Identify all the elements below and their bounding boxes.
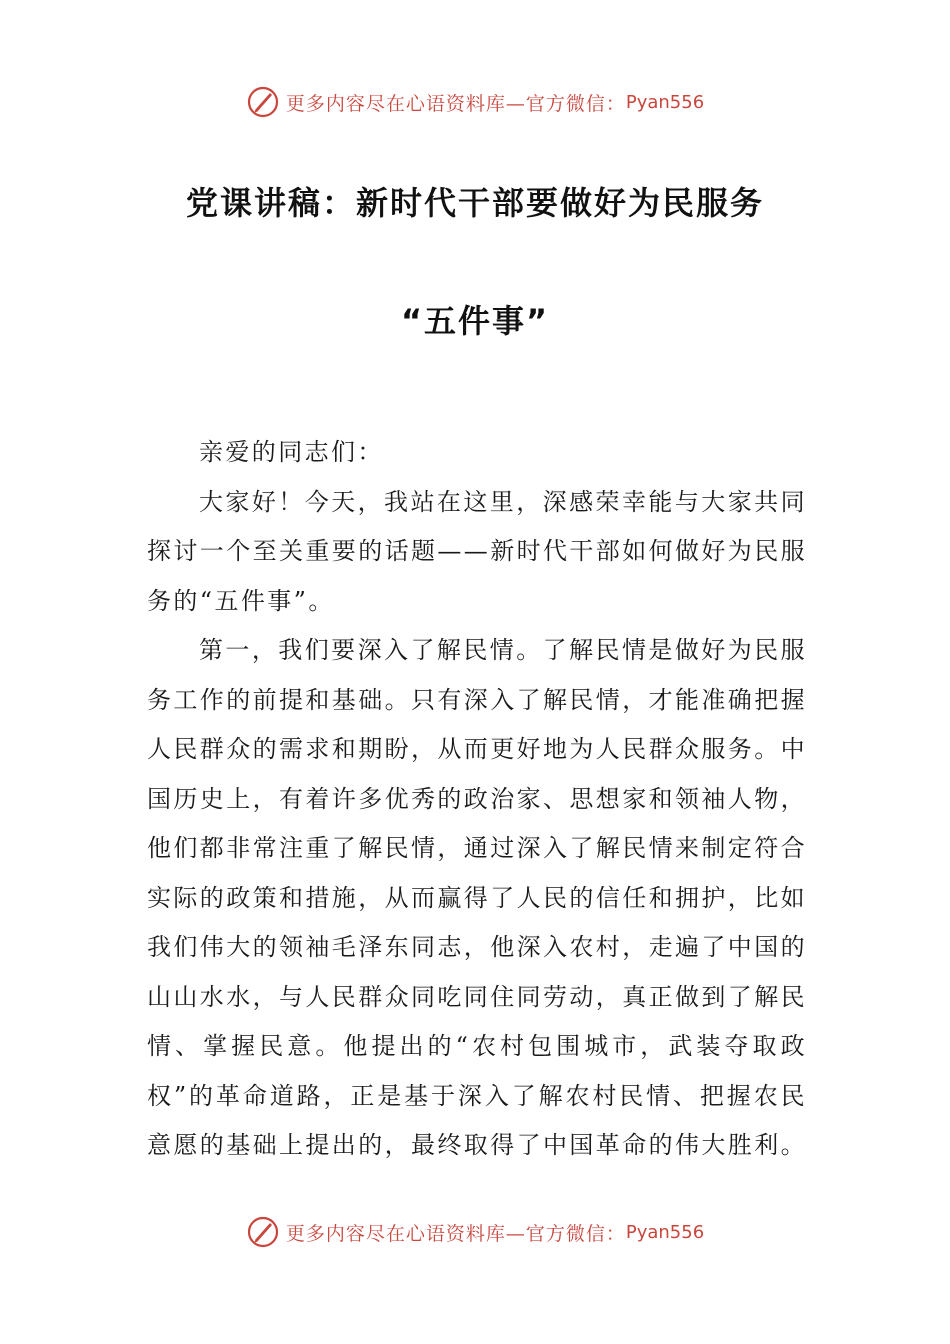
salutation: 亲爱的同志们： [199, 438, 384, 466]
document-body [147, 428, 807, 1171]
watermark-wechat-id: Pyan556 [625, 1221, 705, 1243]
watermark-text: 更多内容尽在心语资料库—官方微信： [285, 1222, 626, 1245]
watermark-text: 更多内容尽在心语资料库—官方微信： [285, 92, 626, 115]
header-watermark [0, 82, 950, 122]
paragraph-1: 大家好！今天，我站在这里，深感荣幸能与大家共同探讨一个至关重要的话题——新时代干部如何做好为民服务的“五件事”。 [147, 487, 807, 615]
watermark-wechat-id: Pyan556 [625, 91, 705, 113]
footer-watermark [0, 1212, 950, 1252]
quill-pen-icon [246, 1215, 280, 1249]
document-title-line-2: “五件事” [400, 302, 550, 340]
document-title-line-1: 党课讲稿：新时代干部要做好为民服务 [185, 184, 764, 222]
paragraph-2: 第一，我们要深入了解民情。了解民情是做好为民服务工作的前提和基础。只有深入了解民情，才能准确把握人民群众的需求和期盼，从而更好地为人民群众服务。中国历史上，有着许多优秀的政治家、思想家和领袖人物，他们都非常注重了解民情，通过深入了解民情来制定符合实际的政策和措施，从而赢得了人民的信任和拥护，比如我们伟大的领袖毛泽东同志，他深入农村，走遍了中国的山山水水，与人民群众同吃同住同劳动，真正做到了解民情、掌握民意。他提出的“农村包围城市，武装夺取政权”的革命道路，正是基于深入了解农村民情、把握农民意愿的基础上提出的，最终取得了中国革命的伟大胜利。 [147, 636, 807, 1159]
quill-pen-icon [246, 85, 280, 119]
